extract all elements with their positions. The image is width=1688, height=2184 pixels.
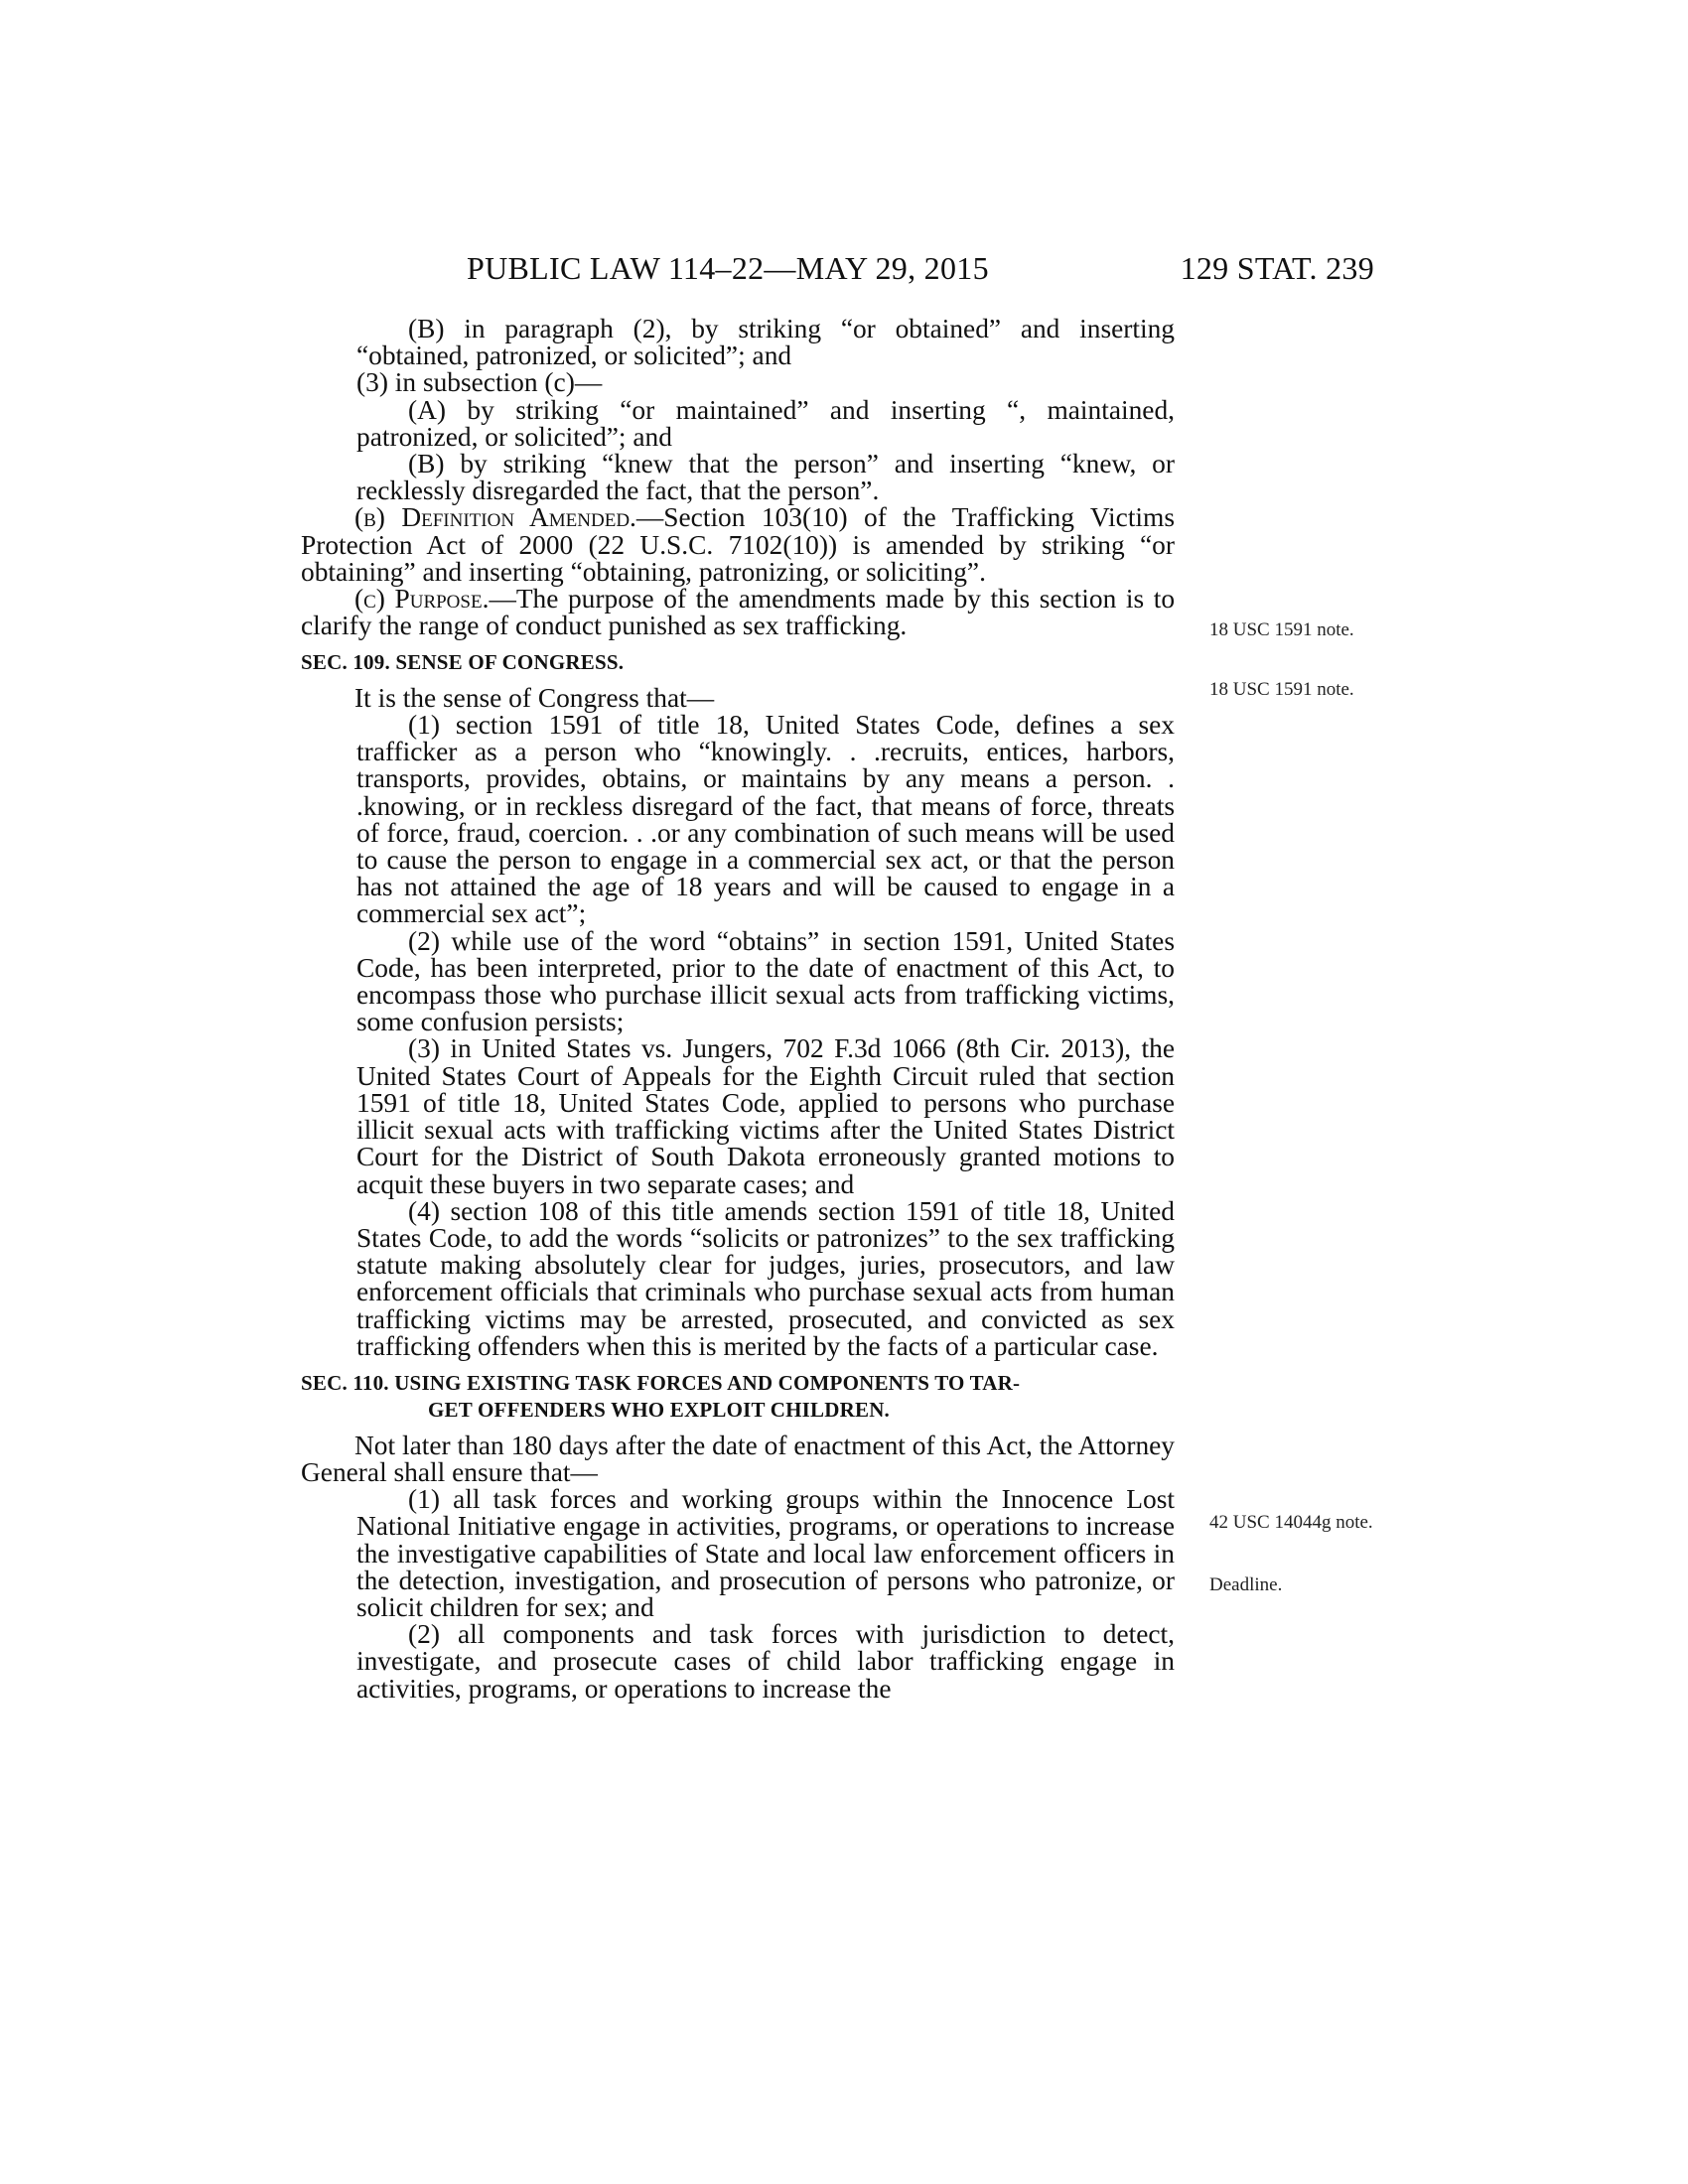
subsection-b-heading: (b) Definition Amended. (354, 502, 636, 533)
finding-4: (4) section 108 of this title amends section 1591 of title 18, United States Code, to add the words “solicits or patronizes” to the sex trafficking statute making absolutely clear for judges, juries, prosecutors, and law enforcement officials that criminals who purchase sexual acts from human trafficking victims may be arrested, prosecuted, and convicted as sex trafficking offenders when this is merited by the facts of a particular case. (356, 1195, 1175, 1361)
margin-note-18-usc-1591-sec-109: 18 USC 1591 note. (1209, 679, 1354, 700)
clause-b-paragraph-2: (B) in paragraph (2), by striking “or obtained” and inserting “obtained, patronized, or solicited”; and (356, 314, 1175, 371)
section-109-heading: SEC. 109. SENSE OF CONGRESS. (301, 650, 625, 675)
sense-intro: It is the sense of Congress that— (354, 682, 715, 713)
clause-b-knew: (B) by striking “knew that the person” and inserting “knew, or recklessly disregarded the fact, that the person”. (356, 449, 1175, 506)
section-110-heading-line-1: SEC. 110. USING EXISTING TASK FORCES AND COMPONENTS TO TAR- (301, 1370, 1021, 1395)
clause-a-maintained: (A) by striking “or maintained” and inserting “, maintained, patronized, or solicited”; and (356, 394, 1175, 452)
law-text-body (301, 316, 1175, 1703)
statute-page-number: 129 STAT. 239 (1180, 250, 1374, 286)
section-110-heading (301, 1370, 1175, 1425)
running-head: PUBLIC LAW 114–22—MAY 29, 2015 (467, 250, 989, 286)
subsection-b-definition (301, 504, 1175, 586)
section-110-heading-line-2: GET OFFENDERS WHO EXPLOIT CHILDREN. (428, 1398, 891, 1423)
subsection-c-heading: (c) Purpose. (354, 584, 490, 614)
subsection-b-text: —Section 103(10) of the Trafficking Victims Protection Act of 2000 (22 U.S.C. 7102(10)) is amended by striking “or obtaining” and inserting “obtaining, patronizing, or soliciting”. (301, 502, 1175, 587)
margin-note-18-usc-1591: 18 USC 1591 note. (1209, 619, 1354, 640)
subsection-c-text: —The purpose of the amendments made by this section is to clarify the range of conduct punished as sex trafficking. (301, 584, 1176, 641)
requirement-2: (2) all components and task forces with jurisdiction to detect, investigate, and prosecute cases of child labor trafficking engage in activities, programs, or operations to increase the (356, 1619, 1175, 1704)
margin-note-42-usc-14044g: 42 USC 14044g note. (1209, 1512, 1373, 1533)
finding-1: (1) section 1591 of title 18, United States Code, defines a sex trafficker as a person who “knowingly. . .recruits, entices, harbors, transports, provides, obtains, or maintains by any means a person. . .knowing, or in reckless disregard of the fact, that means of force, threats of force, fraud, coercion. . .or any combination of such means will be used to cause the person to engage in a commercial sex act, or that the person has not attained the age of 18 years and will be caused to engage in a commercial sex act”; (356, 710, 1175, 929)
page-header (467, 250, 1374, 290)
margin-note-deadline: Deadline. (1209, 1574, 1283, 1595)
section-110-intro: Not later than 180 days after the date of enactment of this Act, the Attorney General shall ensure that— (301, 1430, 1175, 1487)
requirement-1: (1) all task forces and working groups within the Innocence Lost National Initiative engage in activities, programs, or operations to increase the investigative capabilities of State and local law enforcement officers in the detection, investigation, and prosecution of persons who patronize, or solicit children for sex; and (356, 1484, 1175, 1622)
finding-2: (2) while use of the word “obtains” in section 1591, United States Code, has been interpreted, prior to the date of enactment of this Act, to encompass those who purchase illicit sexual acts from trafficking victims, some confusion persists; (356, 925, 1175, 1037)
subsection-c-purpose (301, 586, 1175, 639)
clause-3-subsection-c: (3) in subsection (c)— (356, 367, 603, 398)
finding-3: (3) in United States vs. Jungers, 702 F.3d 1066 (8th Cir. 2013), the United States Court of Appeals for the Eighth Circuit ruled that section 1591 of title 18, United States Code, applied to persons who purchase illicit sexual acts with trafficking victims after the United States District Court for the District of South Dakota erroneously granted motions to acquit these buyers in two separate cases; and (356, 1033, 1175, 1199)
